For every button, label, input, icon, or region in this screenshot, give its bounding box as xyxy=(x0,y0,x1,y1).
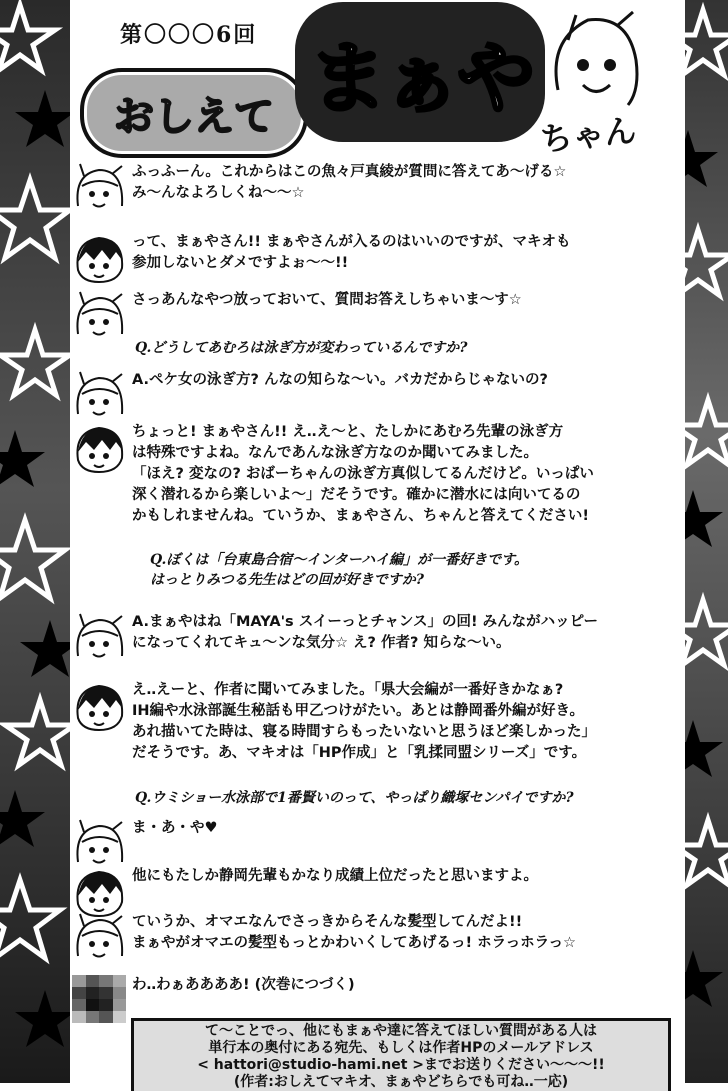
dialogue-line xyxy=(72,232,678,286)
makio-face-icon xyxy=(72,422,126,476)
footer-note-box xyxy=(131,1018,671,1091)
maaya-face-icon xyxy=(72,290,126,344)
maaya-portrait-icon xyxy=(548,10,640,110)
dialogue-line xyxy=(72,162,678,216)
dialogue-text: え‥えーと、作者に聞いてみました。「県大会編が一番好きかなぁ? IH編や水泳部誕生秘話も甲乙つけがたい。あとは静岡番外編が好き。 あれ描いてた時は、寝る時間すらもったいないと思うほど楽しかった」 だそうです。あ、マキオは「HP作成」と「乳揉同盟シリーズ」です。 xyxy=(132,682,596,761)
question-text: Q.どうしてあむろは泳ぎ方が変わっているんですか? xyxy=(135,340,468,356)
dialogue-text: A.ペケ女の泳ぎ方? んなの知らな〜い。バカだからじゃないの? xyxy=(132,372,548,388)
dialogue-line xyxy=(72,290,678,344)
dialogue-text: わ‥わぁああああ! (次巻につづく) xyxy=(132,977,355,993)
makio-face-icon xyxy=(72,232,126,286)
question-text: Q.ぼくは「台東島合宿〜インターハイ編」が一番好きです。 はっとりみつる先生はどの回が好きですか? xyxy=(150,552,528,588)
dialogue-line xyxy=(72,975,678,1023)
maaya-face-icon xyxy=(72,912,126,966)
dialogue-line xyxy=(72,680,678,764)
maaya-face-icon xyxy=(72,612,126,666)
dialogue-line xyxy=(72,370,678,424)
footer-note-text: て〜ことでっ、他にもまぁや達に答えてほしい質問がある人は 単行本の奥付にある宛先、もしくは作者HPのメールアドレス < hattori@studio-hami.net >までお送りください〜〜〜!! (作者:おしえてマキオ、まぁやどちらでも可ね‥一応) xyxy=(197,1023,605,1090)
maaya-face-icon xyxy=(72,818,126,872)
dialogue-text: A.まぁやはね「MAYA's スイーっとチャンス」の回! みんながハッピー になってくれてキュ〜ンな気分☆ え? 作者? 知らな〜い。 xyxy=(132,614,599,651)
dialogue-line xyxy=(72,912,678,966)
left-star-border xyxy=(0,0,70,1083)
episode-number: 第〇〇〇6回 xyxy=(120,22,258,48)
title-maaya: まぁや xyxy=(295,2,545,142)
dialogue-text: 他にもたしか静岡先輩もかなり成績上位だったと思いますよ。 xyxy=(132,868,538,884)
dialogue-text: って、まぁやさん!! まぁやさんが入るのはいいのですが、マキオも 参加しないとダメですよぉ〜〜!! xyxy=(132,234,571,271)
maaya-face-icon xyxy=(72,162,126,216)
question-text: Q.ウミショー水泳部で1番賢いのって、やっぱり織塚センパイですか? xyxy=(135,790,574,806)
dialogue-text: ちょっと! まぁやさん!! え‥え〜と、たしかにあむろ先輩の泳ぎ方 は特殊ですよね。なんであんな泳ぎ方なのか聞いてみました。 「ほえ? 変なの? おばーちゃんの泳ぎ方真似してるんだけど。いっぱい 深く潜れるから楽しいよ〜」だそうです。確かに潜水には向いてるの かもしれませんね。ていうか、まぁやさん、ちゃんと答えてください! xyxy=(132,424,594,524)
dialogue-line xyxy=(72,612,678,666)
dialogue-text: さっあんなやつ放っておいて、質問お答えしちゃいま〜す☆ xyxy=(132,292,522,308)
dialogue-text: ま・あ・や♥ xyxy=(132,820,218,836)
dialogue-line xyxy=(72,422,678,527)
maaya-face-icon xyxy=(72,370,126,424)
title-chan: ちゃん xyxy=(538,111,638,159)
dialogue-text: ふっふーん。これからはこの魚々戸真綾が質問に答えてあ〜げる☆ み〜んなよろしくね〜〜☆ xyxy=(132,164,567,201)
dialogue-text: ていうか、オマエなんでさっきからそんな髪型してんだよ!! まぁやがオマエの髪型もっとかわいくしてあげるっ! ホラっホラっ☆ xyxy=(132,914,576,951)
dialogue-line xyxy=(72,818,678,872)
title-oshiete: おしえて xyxy=(80,68,308,158)
title-header xyxy=(80,0,640,160)
makio-face-icon xyxy=(72,680,126,734)
censored-face-icon xyxy=(72,975,126,1023)
